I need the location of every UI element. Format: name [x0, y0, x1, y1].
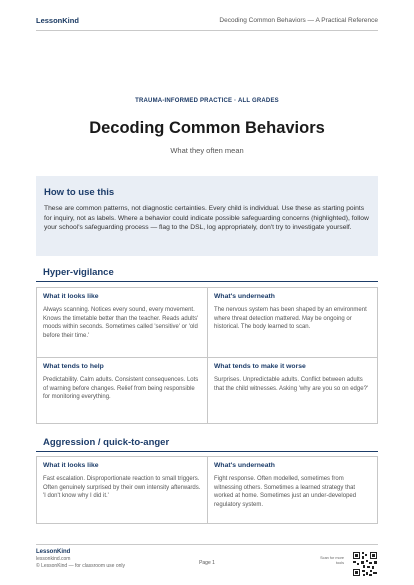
qr-code-icon[interactable]	[352, 551, 378, 577]
cell-body: The nervous system has been shaped by an environment where threat detection mattered. May be ongoing or historical. The body learned to scan.	[214, 307, 367, 331]
footer-brand: LessonKind	[36, 549, 71, 555]
cell-body: Always scanning. Notices every sound, every movement. Knows the timetable better than the teacher. Reads adults' moods within seconds. Sometimes called 'sensitive' or 'old before their time.'	[43, 307, 199, 339]
footer-divider	[36, 544, 378, 545]
grid-cell-looks-like	[37, 288, 207, 357]
qr-caption: Scan for more tools	[320, 556, 344, 565]
section-divider	[36, 281, 378, 282]
how-to-use-body: These are common patterns, not diagnostic certainties. Every child is individual. Use these as starting points for inquiry, not as labels. Where a behavior could indicate possible safeguarding concerns (highlighted), follow your school's safeguarding process — flag to the DSL, log appropriately, don't try to investigate yourself.	[44, 205, 369, 232]
kicker-label: TRAUMA-INFORMED PRACTICE · ALL GRADES	[135, 98, 279, 104]
cell-heading: What tends to make it worse	[214, 363, 306, 370]
grid-cell-underneath	[207, 288, 377, 357]
cell-body: Fight response. Often modelled, sometimes from witnessing others. Sometimes a learned strategy that worked at home. Sometimes just an under-developed regulatory system.	[214, 476, 357, 508]
page-title: Decoding Common Behaviors	[89, 119, 325, 137]
page-header	[36, 14, 378, 26]
grid-cell-helps	[37, 357, 207, 423]
header-divider	[36, 30, 378, 31]
footer-copyright: © LessonKind — for classroom use only	[36, 562, 126, 569]
behavior-grid-hyper-vigilance	[36, 287, 378, 424]
section-heading-aggression: Aggression / quick-to-anger	[43, 437, 170, 448]
cell-heading: What's underneath	[214, 293, 275, 300]
cell-body: Surprises. Unpredictable adults. Conflict between adults that the child witnesses. Asking 'why are you so on edge?'	[214, 377, 369, 392]
how-to-use-title: How to use this	[44, 187, 115, 198]
section-heading-hyper-vigilance: Hyper-vigilance	[43, 267, 114, 278]
cell-heading: What it looks like	[43, 293, 99, 300]
cell-heading: What's underneath	[214, 462, 275, 469]
footer-site-link[interactable]: lessonkind.com	[36, 556, 71, 562]
behavior-grid-aggression	[36, 456, 378, 524]
how-to-use-box	[36, 176, 378, 256]
cell-heading: What it looks like	[43, 462, 99, 469]
page-subtitle: What they often mean	[170, 146, 244, 155]
page-number: Page 1	[199, 560, 215, 566]
grid-cell-underneath	[207, 457, 377, 523]
brand-logo-text: LessonKind	[36, 15, 79, 25]
header-document-title: Decoding Common Behaviors — A Practical Reference	[219, 16, 378, 24]
grid-cell-worse	[207, 357, 377, 423]
grid-cell-looks-like	[37, 457, 207, 523]
cell-body: Predictability. Calm adults. Consistent consequences. Lots of warning before changes. Relief from being responsible for monitoring everything.	[43, 377, 199, 401]
cell-heading: What tends to help	[43, 363, 104, 370]
section-divider	[36, 451, 378, 452]
cell-body: Fast escalation. Disproportionate reaction to small triggers. Often genuinely surprised by their own intensity afterwards. 'I don't know why I did it.'	[43, 476, 201, 500]
